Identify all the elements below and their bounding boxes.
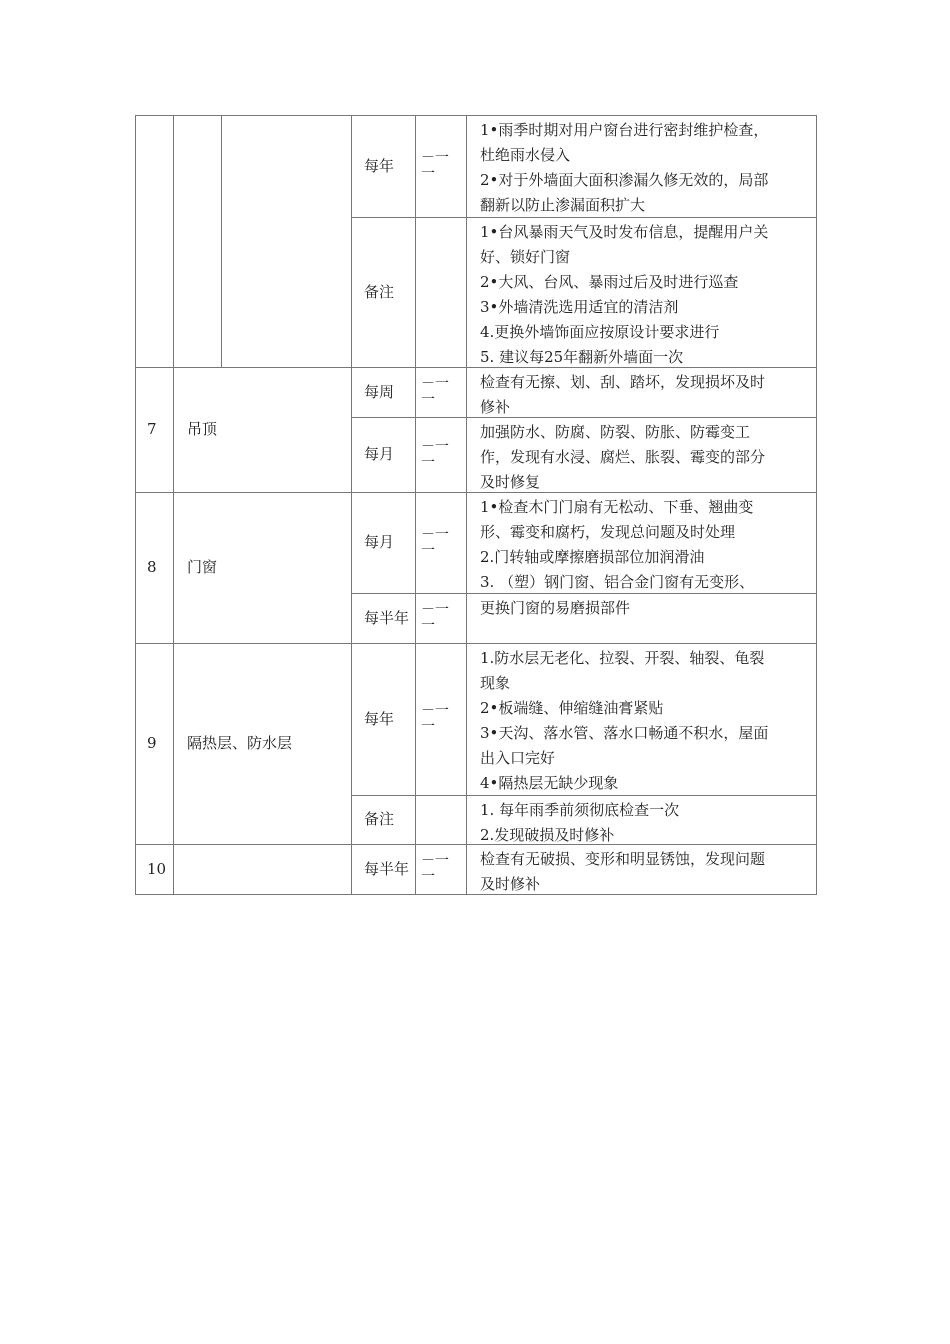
interval-dash-cell [421, 417, 462, 492]
content-line: 杜绝雨水侵入 [480, 146, 571, 164]
row-item-name-cell [187, 367, 349, 492]
content-line: 5. 建议每25年翻新外墙面一次 [480, 348, 684, 366]
frequency-label-cell [364, 367, 412, 417]
row-item-name-cell [187, 115, 349, 367]
maintenance-content [480, 118, 814, 218]
frequency-label: 每年 [364, 709, 395, 728]
content-line: 翻新以防止渗漏面积扩大 [480, 196, 646, 214]
interval-dash-cell [421, 217, 462, 367]
content-line: 2.发现破损及时修补 [480, 826, 615, 844]
interval-dash-cell [421, 115, 462, 217]
frequency-label-cell [364, 593, 412, 643]
maintenance-content [480, 370, 814, 420]
content-line: 形、霉变和腐朽，发现总问题及时处理 [480, 523, 736, 541]
content-line: 及时修复 [480, 473, 541, 491]
frequency-label-cell [364, 643, 412, 795]
interval-dash-cell [421, 844, 462, 894]
row-item-name-cell [187, 492, 349, 643]
frequency-label-cell [364, 492, 412, 593]
interval-dash-cell [421, 367, 462, 417]
interval-dash: －一一 [421, 438, 449, 471]
content-line: 3•外墙清洗选用适宜的清洁剂 [480, 298, 679, 316]
frequency-label-cell [364, 217, 412, 367]
content-line: 2•大风、台风、暴雨过后及时进行巡查 [480, 273, 739, 291]
content-line: 检查有无破损、变形和明显锈蚀，发现问题 [480, 850, 766, 868]
row-item-name-cell [187, 844, 349, 894]
content-line: 1•雨季时期对用户窗台进行密封维护检查， [480, 121, 769, 139]
interval-dash: －一一 [421, 150, 449, 182]
content-line: 4.更换外墙饰面应按原设计要求进行 [480, 323, 720, 341]
row-item-name: 隔热层、防水层 [187, 734, 293, 752]
maintenance-content [480, 220, 814, 370]
maintenance-content [480, 646, 814, 796]
content-line: 现象 [480, 674, 511, 692]
interval-dash-cell [421, 643, 462, 795]
maintenance-content [480, 596, 814, 621]
content-line: 3•天沟、落水管、落水口畅通不积水，屋面 [480, 724, 769, 742]
interval-dash-cell [421, 492, 462, 593]
row-number: 10 [147, 859, 167, 878]
content-line: 1•检查木门门扇有无松动、下垂、翘曲变 [480, 498, 754, 516]
interval-dash: －一一 [421, 853, 449, 885]
interval-dash-cell [421, 795, 462, 844]
row-number-cell [147, 115, 171, 367]
row-number-cell [147, 844, 171, 894]
table-rule-vertical [173, 115, 174, 895]
row-number: 7 [147, 420, 157, 438]
frequency-label: 备注 [364, 282, 395, 301]
row-number-cell [147, 367, 171, 492]
row-number: 8 [147, 558, 157, 576]
row-item-name: 吊顶 [187, 420, 218, 438]
interval-dash: －一一 [421, 526, 449, 559]
row-number-cell [147, 643, 171, 844]
content-line: 出入口完好 [480, 749, 556, 767]
content-line: 2•板端缝、伸缩缝油膏紧贴 [480, 699, 664, 717]
content-line: 好、锁好门窗 [480, 248, 571, 266]
content-line: 1•台风暴雨天气及时发布信息，提醒用户关 [480, 223, 769, 241]
row-number: 9 [147, 734, 157, 752]
row-number-cell [147, 492, 171, 643]
table-rule-vertical [351, 115, 352, 895]
content-line: 加强防水、防腐、防裂、防胀、防霉变工 [480, 423, 751, 441]
frequency-label: 每半年 [364, 859, 410, 878]
maintenance-content [480, 420, 814, 495]
table-rule-vertical [466, 115, 467, 895]
maintenance-content [480, 798, 814, 848]
frequency-label-cell [364, 844, 412, 894]
interval-dash-cell [421, 593, 462, 643]
content-line: 2.门转轴或摩擦磨损部位加润滑油 [480, 548, 705, 566]
table-rule-vertical [135, 115, 136, 895]
content-line: 3. （塑）钢门窗、铝合金门窗有无变形、 [480, 573, 755, 591]
frequency-label: 备注 [364, 810, 395, 828]
frequency-label: 每周 [364, 382, 395, 401]
frequency-label-cell [364, 115, 412, 217]
maintenance-content [480, 847, 814, 897]
content-line: 检查有无擦、划、刮、踏坏，发现损坏及时 [480, 373, 766, 391]
interval-dash: －一一 [421, 376, 449, 408]
row-item-name: 门窗 [187, 558, 218, 576]
content-line: 1. 每年雨季前须彻底检查一次 [480, 801, 680, 819]
row-item-name-cell [187, 643, 349, 844]
content-line: 修补 [480, 398, 511, 416]
frequency-label: 每半年 [364, 608, 410, 627]
interval-dash: －一一 [421, 703, 449, 735]
frequency-label-cell [364, 417, 412, 492]
frequency-label: 每月 [364, 533, 395, 551]
frequency-label: 每月 [364, 445, 395, 463]
maintenance-content [480, 495, 814, 595]
content-line: 作，发现有水浸、腐烂、胀裂、霉变的部分 [480, 448, 766, 466]
content-line: 更换门窗的易磨损部件 [480, 599, 631, 617]
interval-dash: －一一 [421, 602, 449, 634]
content-line: 4•隔热层无缺少现象 [480, 774, 619, 792]
table-rule-vertical [816, 115, 817, 895]
content-line: 及时修补 [480, 875, 541, 893]
frequency-label-cell [364, 795, 412, 844]
content-line: 2•对于外墙面大面积渗漏久修无效的，局部 [480, 171, 769, 189]
content-line: 1.防水层无老化、拉裂、开裂、轴裂、龟裂 [480, 649, 765, 667]
table-rule-vertical [415, 115, 416, 895]
frequency-label: 每年 [364, 156, 395, 175]
